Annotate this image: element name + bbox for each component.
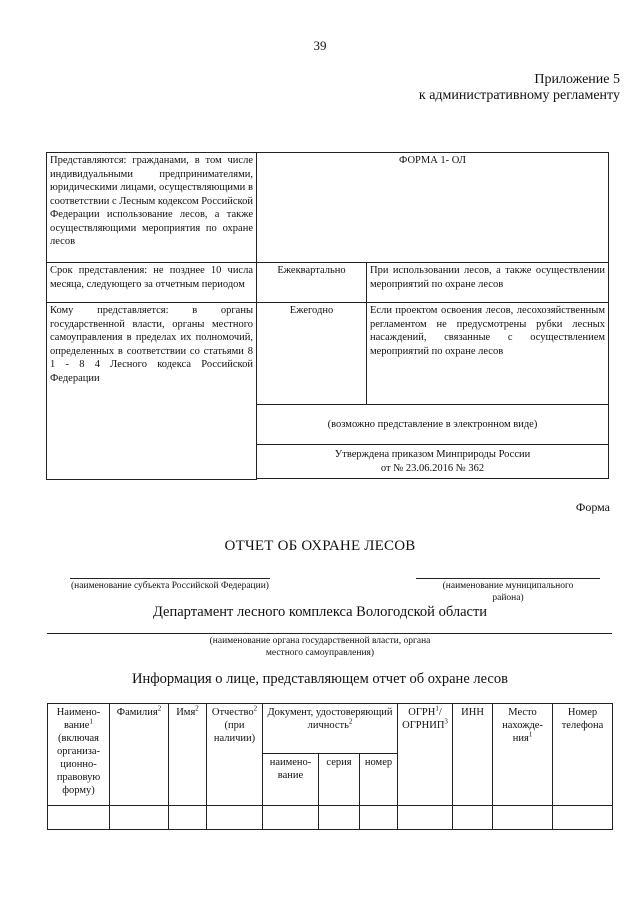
electronic-note-cell: (возможно представление в электронном виде) [257,405,609,445]
approved-line1: Утверждена приказом Минприроды России [334,449,531,460]
col-phone-header: Номер телефона [553,704,613,806]
table-cell[interactable] [110,806,169,830]
table-cell[interactable] [493,806,553,830]
recipient-cell: Кому представляется: в органы государственной власти, органы местного самоуправления в пределах их полномочий, определенных в соответствии со статьями 8 1 - 8 4 Лесного кодекса Российской Федерации [47,303,257,479]
district-caption: (наименование муниципального района) [442,581,574,603]
col-doc-number-header: номер [360,754,398,806]
col-patronymic-header: Отчество$^2$ (при наличии) [207,704,263,806]
authority-line [47,633,612,634]
recipient-bottom-edge [46,479,257,480]
table-row [48,806,613,830]
subject-caption: (наименование субъекта Российской Федерации) [71,581,269,591]
info-table [47,703,613,830]
col-document-header: Документ, удостоверяющий личность$^2$ [263,704,398,754]
annual-condition-cell: Если проектом освоения лесов, лесохозяйственным регламентом не предусмотрены рубки лесных насаждений, связанные с осуществлением мероприятий по охране лесов [367,303,609,405]
table-cell[interactable] [319,806,360,830]
col-doc-series-header: серия [319,754,360,806]
col-doc-name-header: наимено-вание [263,754,319,806]
form-header-table [46,152,609,479]
subject-line [70,578,270,579]
col-inn-header: ИНН [453,704,493,806]
appendix-reference: к административному регламенту [418,88,620,103]
authority-caption: (наименование органа государственной власти, органа местного самоуправления) [209,636,431,658]
frequency-quarterly-cell: Ежеквартально [257,263,367,303]
col-ogrn-header: ОГРН$^1$/ ОГРНИП$^3$ [398,704,453,806]
col-surname-header: Фамилия$^2$ [110,704,169,806]
district-line [416,578,600,579]
submitted-by-cell: Представляются: гражданами, в том числе индивидуальными предпринимателями, юридическими лицами, осуществляющими в соответствии с Лесным кодексом Российской Федерации использование лесов, а также осуществляющими мероприятия по охране лесов [47,153,257,263]
report-title: ОТЧЕТ ОБ ОХРАНЕ ЛЕСОВ [224,538,416,554]
department-name: Департамент лесного комплекса Вологодской области [152,604,488,620]
quarterly-condition-cell: При использовании лесов, а также осуществлении мероприятий по охране лесов [367,263,609,303]
table-cell[interactable] [169,806,207,830]
col-name-header: Наимено-вание$^1$ (включая организа-ционно-правовую форму) [48,704,110,806]
approved-line2: от № 23.06.2016 № 362 [380,462,485,474]
frequency-annual-cell: Ежегодно [257,303,367,405]
table-cell[interactable] [263,806,319,830]
table-cell[interactable] [360,806,398,830]
table-cell[interactable] [207,806,263,830]
appendix-number: Приложение 5 [534,72,620,87]
form-name-cell: ФОРМА 1- ОЛ [257,153,609,263]
info-title: Информация о лице, представляющем отчет об охране лесов [132,671,508,687]
page-number: 39 [313,38,327,53]
approved-cell [257,445,609,479]
deadline-cell: Срок представления: не позднее 10 числа месяца, следующего за отчетным периодом [47,263,257,303]
table-cell[interactable] [453,806,493,830]
col-firstname-header: Имя$^2$ [169,704,207,806]
table-cell[interactable] [553,806,613,830]
table-cell[interactable] [398,806,453,830]
table-cell[interactable] [48,806,110,830]
col-location-header: Место нахожде-ния$^1$ [493,704,553,806]
form-label: Форма [575,500,610,514]
